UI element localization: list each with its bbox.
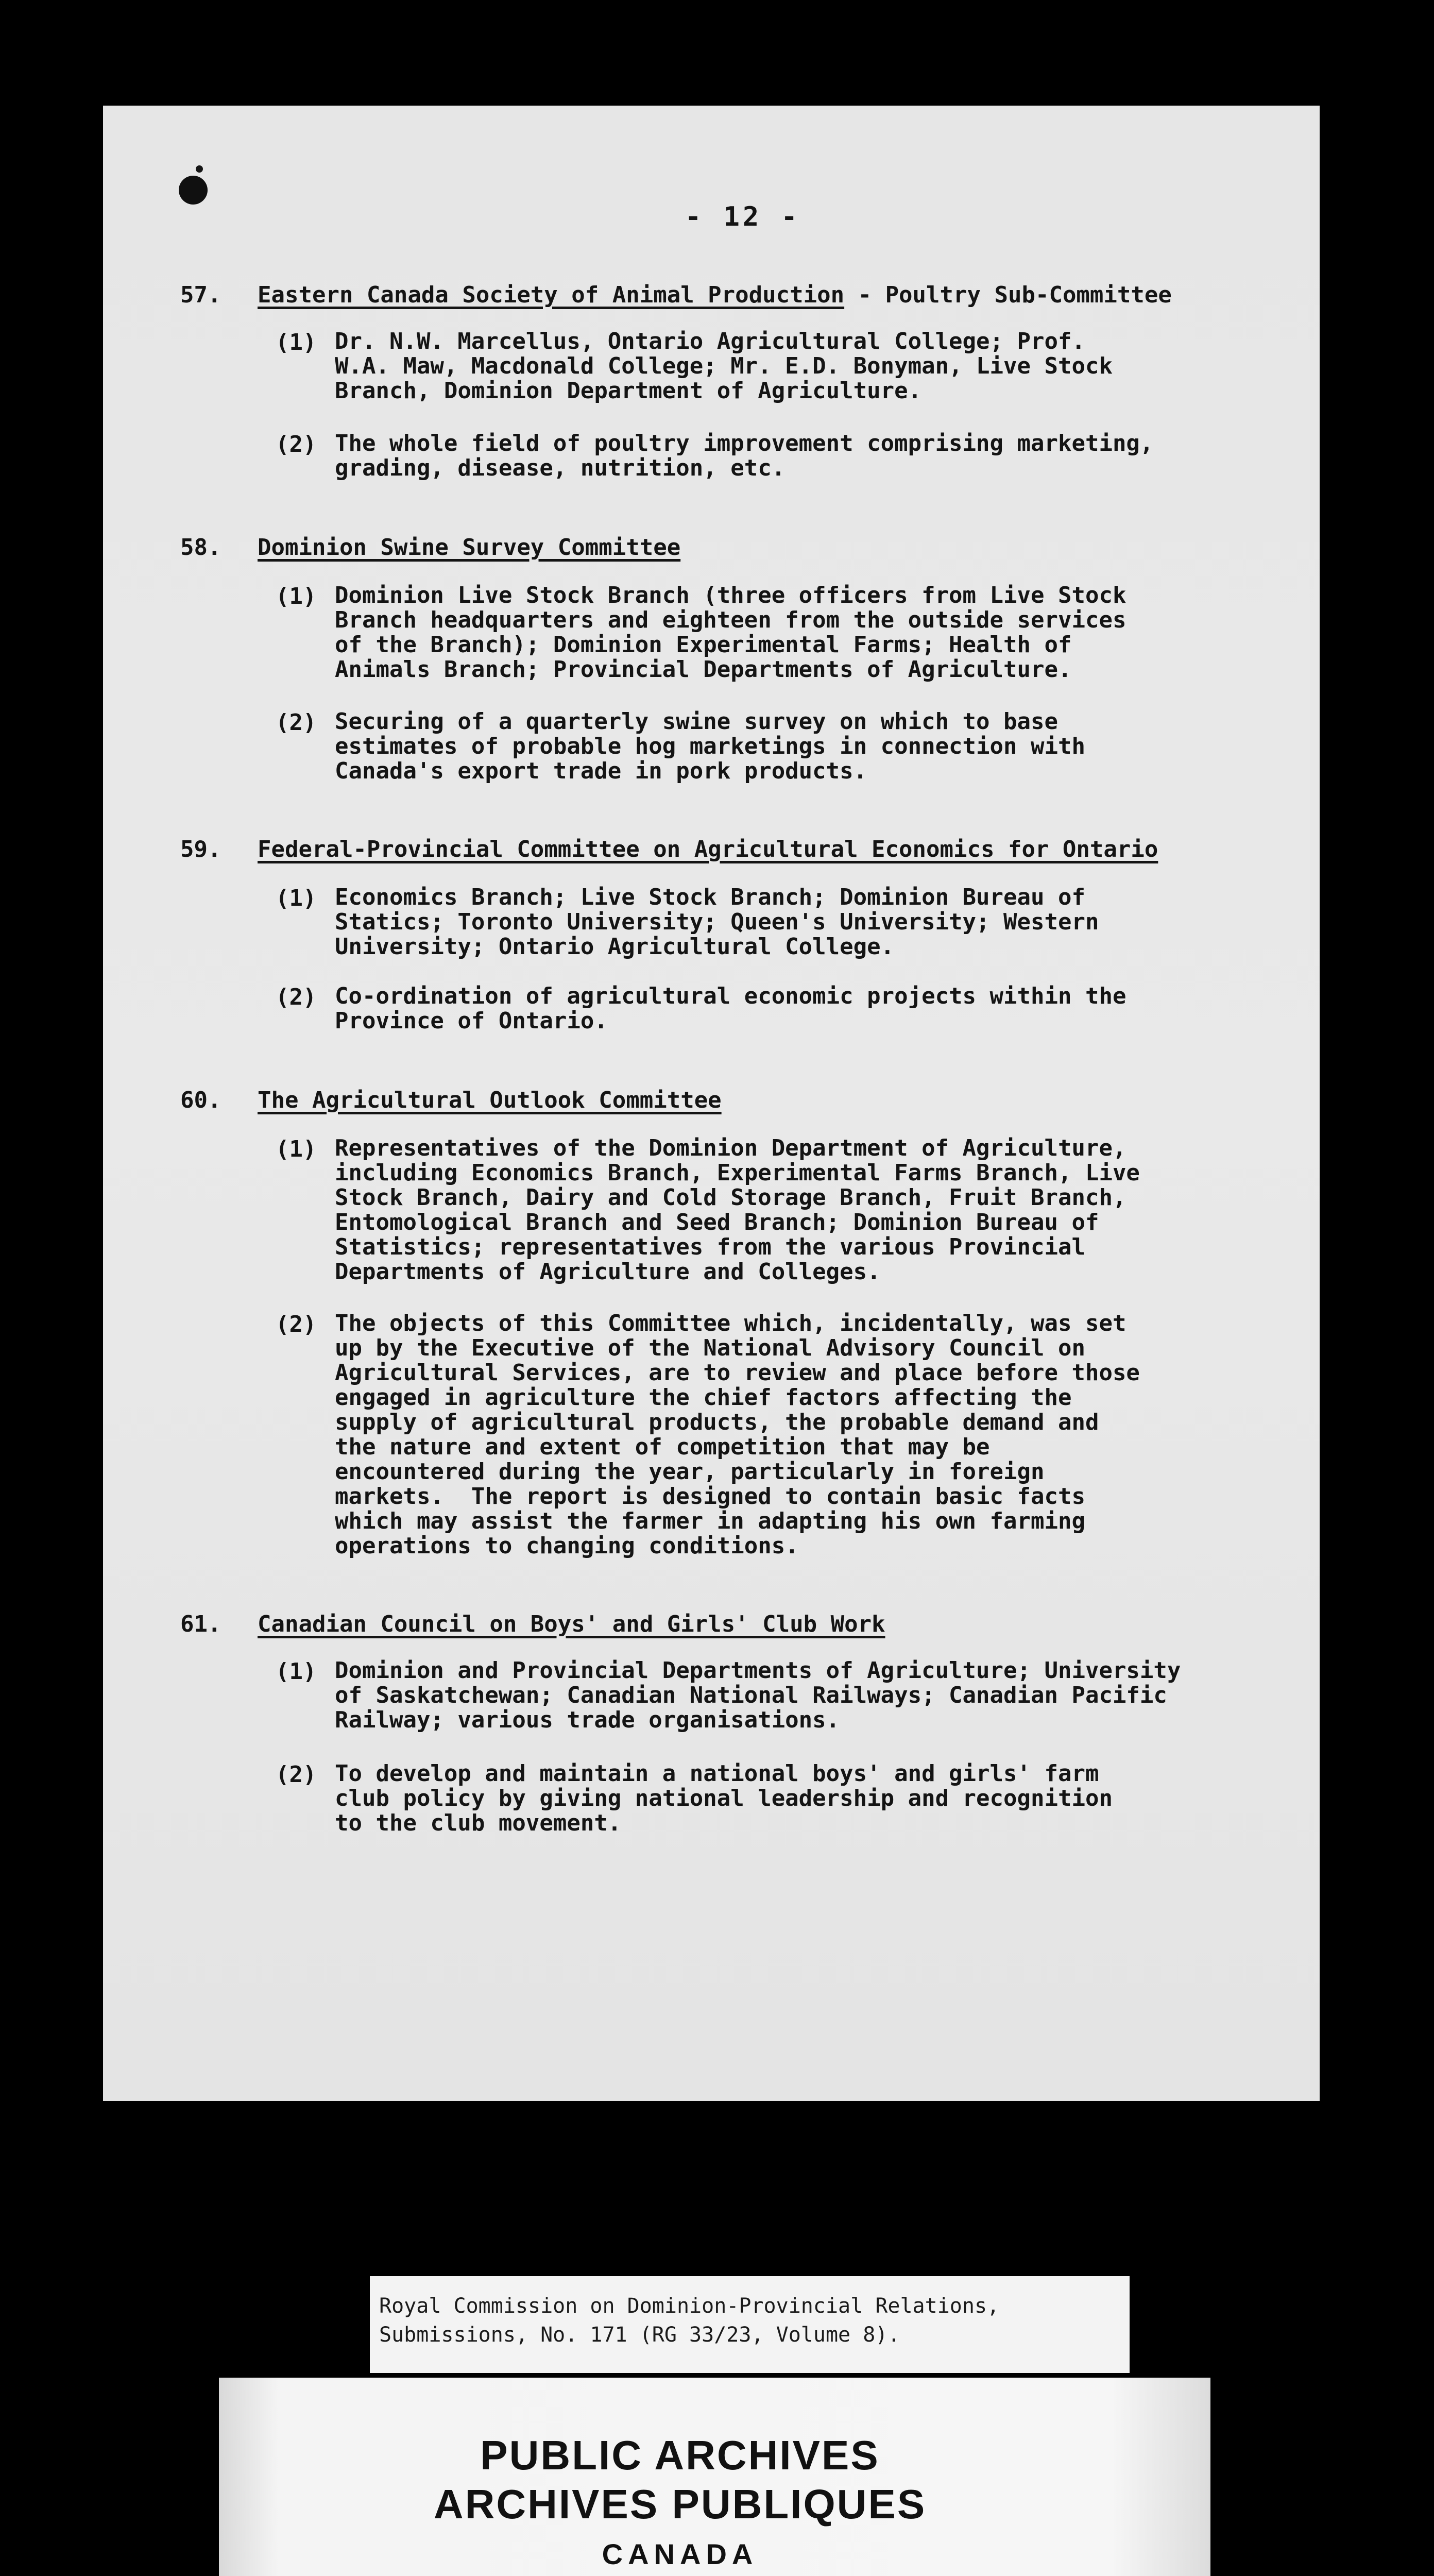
section-heading: [258, 534, 680, 561]
item-label: (2): [276, 1311, 317, 1337]
section-number: 60.: [180, 1087, 221, 1113]
item-label: (1): [276, 1136, 317, 1162]
archives-stamp-line3: CANADA: [602, 2538, 758, 2570]
item-label: (1): [276, 329, 317, 355]
section-heading: [258, 1611, 885, 1637]
section-heading-title: The Agricultural Outlook Committee: [258, 1087, 722, 1113]
item-label: (1): [276, 583, 317, 609]
item-text: Co-ordination of agricultural economic projects within the Province of Ontario.: [335, 983, 1126, 1034]
archives-stamp: [219, 2378, 1210, 2576]
item-text: The whole field of poultry improvement comprising marketing, grading, disease, nutrition, etc.: [335, 430, 1154, 481]
page-number: - 12 -: [685, 201, 800, 232]
section-heading: [258, 1087, 722, 1113]
archives-stamp-line1: PUBLIC ARCHIVES: [480, 2432, 880, 2478]
ink-speck-mark: [196, 165, 203, 173]
item-label: (2): [276, 709, 317, 736]
item-text: Securing of a quarterly swine survey on which to base estimates of probable hog marketings in connection with Canada's export trade in pork products.: [335, 708, 1085, 784]
section-number: 58.: [180, 534, 221, 561]
item-label: (1): [276, 1658, 317, 1685]
section-number: 57.: [180, 282, 221, 308]
item-label: (2): [276, 1761, 317, 1788]
item-label: (2): [276, 431, 317, 457]
section-heading-suffix: - Poultry Sub-Committee: [844, 282, 1172, 308]
section-heading-title: Eastern Canada Society of Animal Production: [258, 282, 845, 308]
section-heading: [258, 282, 1172, 308]
item-label: (2): [276, 984, 317, 1010]
document-page: [103, 106, 1320, 2101]
citation-slip: [370, 2276, 1130, 2373]
item-text: Economics Branch; Live Stock Branch; Dominion Bureau of Statics; Toronto University; Queen's University; Western University; Ontario Agricultural College.: [335, 884, 1099, 960]
section-heading-title: Federal-Provincial Committee on Agricultural Economics for Ontario: [258, 836, 1158, 862]
item-text: The objects of this Committee which, incidentally, was set up by the Executive of the National Advisory Council on Agricultural Services, are to review and place before those engaged in agriculture the chief factors affecting the supply of agricultural products, the probable demand and the nature and extent of competition that may be encountered during the year, particularly in foreign markets. The report is designed to contain basic facts which may assist the farmer in adapting his own farming operations to changing conditions.: [335, 1310, 1140, 1559]
section-heading: [258, 836, 1158, 862]
item-text: Dominion Live Stock Branch (three officers from Live Stock Branch headquarters and eighteen from the outside services of the Branch); Dominion Experimental Farms; Health of Animals Branch; Provincial Departments of Agriculture.: [335, 582, 1126, 683]
section-number: 61.: [180, 1611, 221, 1637]
section-heading-title: Dominion Swine Survey Committee: [258, 534, 681, 561]
punch-hole-mark: [179, 176, 208, 205]
item-label: (1): [276, 885, 317, 911]
item-text: Dr. N.W. Marcellus, Ontario Agricultural College; Prof. W.A. Maw, Macdonald College; Mr. E.D. Bonyman, Live Stock Branch, Dominion Department of Agriculture.: [335, 328, 1113, 404]
section-number: 59.: [180, 836, 221, 862]
item-text: Representatives of the Dominion Department of Agriculture, including Economics Branch, Experimental Farms Branch, Live Stock Branch, Dairy and Cold Storage Branch, Fruit Branch, Entomological Branch and Seed Branch; Dominion Bureau of Statistics; representatives from the various Provincial Departments of Agriculture and Colleges.: [335, 1135, 1140, 1285]
citation-text: Royal Commission on Dominion-Provincial Relations, Submissions, No. 171 (RG 33/23, Volume 8).: [379, 2294, 1000, 2347]
archives-stamp-line2: ARCHIVES PUBLIQUES: [433, 2481, 927, 2527]
item-text: To develop and maintain a national boys' and girls' farm club policy by giving national leadership and recognition to the club movement.: [335, 1760, 1113, 1836]
item-text: Dominion and Provincial Departments of Agriculture; University of Saskatchewan; Canadian National Railways; Canadian Pacific Railway; various trade organisations.: [335, 1657, 1181, 1733]
section-heading-title: Canadian Council on Boys' and Girls' Club Work: [258, 1611, 885, 1637]
